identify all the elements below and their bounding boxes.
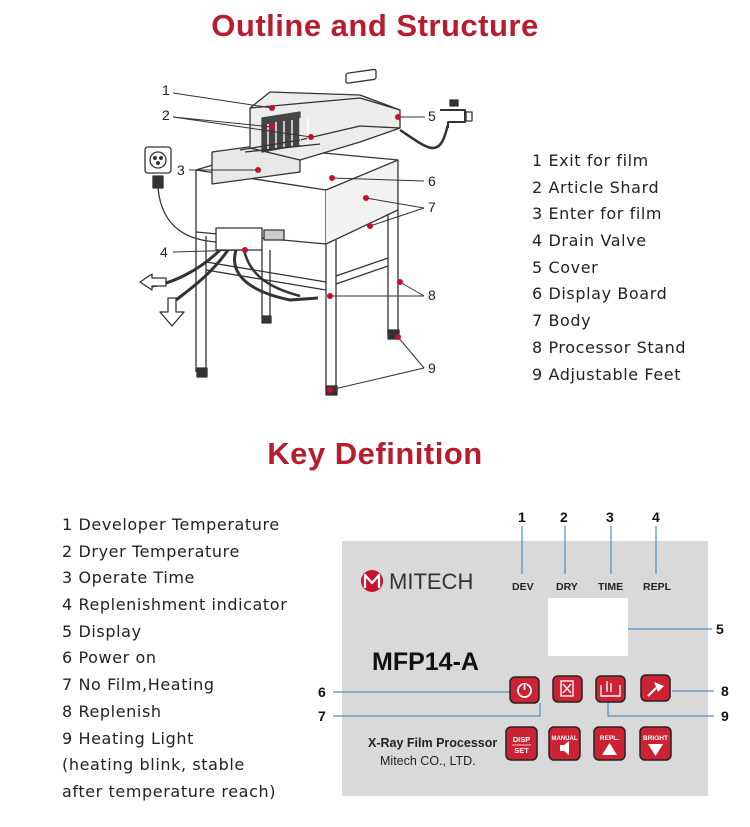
indicator-repl: REPL — [643, 581, 672, 593]
legend-item: 7 No Film,Heating — [62, 675, 215, 695]
legend-item: 7 Body — [532, 311, 592, 331]
legend-item: (heating blink, stable — [62, 755, 245, 775]
legend-item: 5 Cover — [532, 257, 599, 277]
callout-5: 5 — [428, 108, 436, 124]
foot — [197, 368, 207, 377]
callout-3: 3 — [177, 162, 185, 178]
model-name: MFP14-A — [372, 648, 479, 676]
legend-item: 9 Heating Light — [62, 728, 194, 748]
svg-text:BRIGHT: BRIGHT — [643, 735, 668, 742]
indicator-dev: DEV — [512, 581, 534, 593]
legend-item: 8 Processor Stand — [532, 337, 687, 357]
heating-light-button[interactable] — [596, 676, 625, 702]
legend-item: 5 Display — [62, 621, 142, 641]
legend-item: 6 Power on — [62, 648, 157, 668]
brand-name: MITECH — [389, 569, 474, 594]
svg-text:DISP: DISP — [512, 735, 531, 744]
legend-item: 2 Dryer Temperature — [62, 541, 240, 561]
legend-item: 3 Operate Time — [62, 568, 196, 588]
key-definition-title: Key Definition — [267, 436, 483, 471]
callout-7: 7 — [428, 199, 436, 215]
replenish-button[interactable] — [641, 675, 670, 701]
panel-callout-3: 3 — [606, 509, 614, 525]
legend-item: 4 Drain Valve — [532, 231, 647, 251]
panel-callout-6: 6 — [318, 684, 326, 700]
callout-8: 8 — [428, 287, 436, 303]
power-outlet — [145, 147, 171, 173]
callout-9: 9 — [428, 360, 436, 376]
panel-callout-7: 7 — [318, 708, 326, 724]
callout-2: 2 — [162, 107, 170, 123]
callout-6: 6 — [428, 173, 436, 189]
panel-callout-1: 1 — [518, 509, 526, 525]
legend-item: after temperature reach) — [62, 781, 277, 801]
callout-4: 4 — [160, 244, 168, 260]
legend-item: 1 Exit for film — [532, 151, 649, 170]
disp-set-button[interactable] — [506, 727, 537, 760]
legend-item: 3 Enter for film — [532, 204, 663, 224]
legend-item: 9 Adjustable Feet — [532, 364, 682, 384]
legend-item: 6 Display Board — [532, 284, 668, 304]
bright-button[interactable] — [640, 727, 671, 760]
legend-item: 4 Replenishment indicator — [62, 595, 288, 615]
no-film-heating-button[interactable] — [553, 676, 582, 702]
panel-callout-4: 4 — [652, 509, 660, 525]
product-name: X-Ray Film Processor — [368, 736, 498, 750]
svg-text:REPL.: REPL. — [599, 735, 620, 742]
panel-callout-5: 5 — [716, 621, 724, 637]
repl-button[interactable] — [594, 727, 625, 760]
panel-callout-9: 9 — [721, 708, 729, 724]
indicator-time: TIME — [598, 581, 624, 593]
power-button[interactable] — [510, 677, 539, 703]
svg-text:MANUAL: MANUAL — [551, 736, 578, 742]
display-screen — [548, 598, 628, 656]
svg-text:SET: SET — [514, 746, 529, 755]
indicator-dry: DRY — [556, 581, 578, 593]
legend-item: 2 Article Shard — [532, 177, 660, 197]
panel-callout-8: 8 — [721, 683, 729, 699]
legend-item: 1 Developer Temperature — [62, 515, 280, 534]
company-name: Mitech CO., LTD. — [380, 754, 476, 768]
legend-item: 8 Replenish — [62, 701, 162, 721]
manual-button[interactable] — [549, 727, 580, 760]
callout-1: 1 — [162, 82, 170, 98]
structure-title: Outline and Structure — [211, 8, 539, 43]
panel-callout-2: 2 — [560, 509, 568, 525]
mitech-logo-icon — [361, 570, 383, 592]
